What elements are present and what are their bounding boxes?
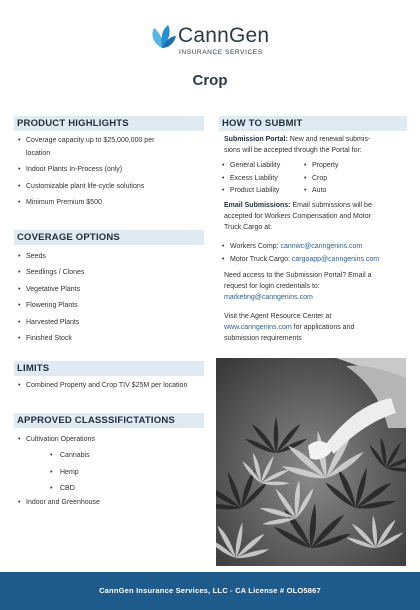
portal-lines-list-2 bbox=[302, 160, 382, 198]
visit-paragraph: Visit the Agent Resource Center at www.canngenins.com for applications and submission requirements bbox=[224, 313, 355, 343]
list-item: • Coverage capacity up to $25,000,000 per location bbox=[16, 135, 206, 160]
header bbox=[0, 0, 420, 100]
list-item: • Workers Comp: cannwc@canngenins.com bbox=[220, 241, 406, 254]
website-link[interactable]: www.canngenins.com bbox=[224, 324, 292, 332]
list-item: • Vegetative Plants bbox=[16, 282, 206, 298]
page-title: Crop bbox=[192, 72, 228, 89]
list-item: • Combined Property and Crop TIV $25M per location bbox=[16, 380, 216, 392]
access-paragraph: Need access to the Submission Portal? Email a request for login credentials to: marketing@canngenins.com bbox=[224, 272, 372, 302]
list-item: • Indoor Plants In-Process (only) bbox=[16, 164, 206, 177]
portal-lines-list-1 bbox=[220, 160, 310, 198]
list-item: • General Liability bbox=[220, 160, 310, 173]
list-item: • Motor Truck Cargo: cargoapp@canngenins.com bbox=[220, 254, 406, 267]
how-to-submit-heading: HOW TO SUBMIT bbox=[219, 116, 407, 131]
classifications-heading: APPROVED CLASSSIFICTATIONS bbox=[14, 413, 204, 428]
portal-paragraph: Submission Portal: New and renewal submis- sions will be accepted through the Portal for: bbox=[224, 136, 371, 155]
list-item: • Excess Liability bbox=[220, 173, 310, 186]
list-item: • Crop bbox=[302, 173, 382, 186]
list-item: • Indoor and Greenhouse bbox=[16, 497, 206, 509]
list-item: • Finished Stock bbox=[16, 331, 206, 347]
classifications-list-2 bbox=[16, 497, 206, 509]
marketing-email-link[interactable]: marketing@canngenins.com bbox=[224, 294, 313, 302]
list-item: • Seeds bbox=[16, 249, 206, 265]
list-item: • CBD bbox=[16, 481, 206, 498]
limits-list bbox=[16, 380, 216, 392]
list-item: • Minimum Premium $500 bbox=[16, 197, 206, 210]
list-item: • Cannabis bbox=[16, 448, 206, 465]
product-highlights-list bbox=[16, 135, 206, 210]
product-highlights-heading: PRODUCT HIGHLIGHTS bbox=[14, 116, 204, 131]
footer: CannGen Insurance Services, LLC - CA License # OLO5867 bbox=[0, 572, 420, 610]
list-item: • Seedlings / Clones bbox=[16, 265, 206, 281]
email-paragraph: Email Submissions: Email submissions will be accepted for Workers Compensation and Motor Truck Cargo at: bbox=[224, 202, 372, 232]
coverage-options-heading: COVERAGE OPTIONS bbox=[14, 230, 204, 245]
classifications-list bbox=[16, 432, 206, 449]
brand-name: CannGen bbox=[178, 24, 270, 47]
list-item: • Harvested Plants bbox=[16, 315, 206, 331]
list-item: • Flowering Plants bbox=[16, 298, 206, 314]
list-item: • Product Liability bbox=[220, 185, 310, 198]
list-item: • Hemp bbox=[16, 465, 206, 482]
motor-truck-cargo-email-link[interactable]: cargoapp@canngenins.com bbox=[291, 255, 380, 263]
email-list bbox=[220, 241, 406, 266]
cannabis-plant-photo bbox=[216, 358, 406, 566]
list-item: • Cultivation Operations bbox=[16, 432, 206, 449]
list-item: • Property bbox=[302, 160, 382, 173]
brand-logo bbox=[148, 20, 272, 62]
leaf-icon bbox=[148, 24, 176, 50]
brand-subtitle: INSURANCE SERVICES bbox=[179, 49, 263, 56]
limits-heading: LIMITS bbox=[14, 361, 204, 376]
classifications-sublist bbox=[16, 448, 206, 498]
workers-comp-email-link[interactable]: cannwc@canngenins.com bbox=[280, 243, 363, 250]
list-item: • Customizable plant life-cycle solutions bbox=[16, 181, 206, 194]
coverage-options-list bbox=[16, 249, 206, 347]
list-item: • Auto bbox=[302, 185, 382, 198]
